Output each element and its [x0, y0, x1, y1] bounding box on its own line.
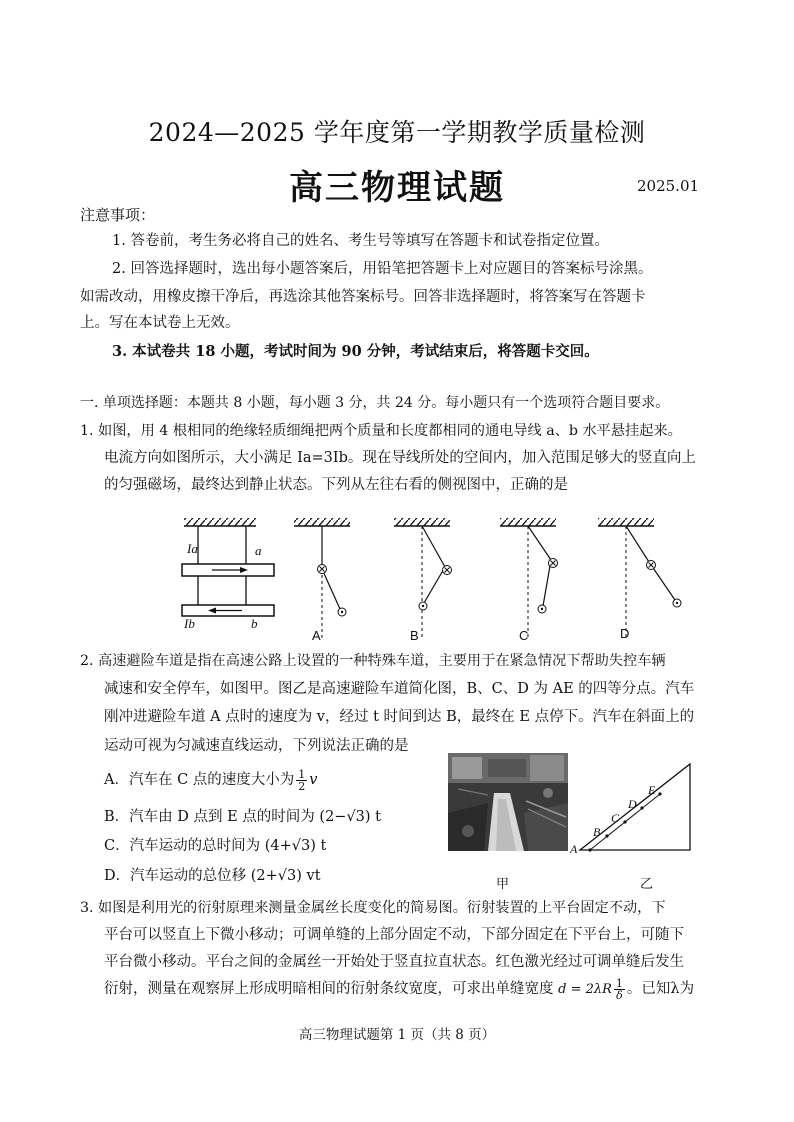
q1-label-ib: Ib: [184, 616, 195, 631]
q3-line-3: 平台微小移动。平台之间的金属丝一开始处于竖直拉直状态。红色激光经过可调单缝后发生: [104, 954, 684, 970]
q2-caption-jia: 甲: [496, 876, 510, 891]
q1-choice-d: D: [620, 626, 630, 641]
q2-line-2: 减速和安全停车，如图甲。图乙是高速避险车道简化图，B、C、D 为 AE 的四等分点。汽车: [104, 681, 695, 697]
q2-point-d: D: [628, 797, 637, 811]
q2-line-1: 2. 高速避险车道是指在高速公路上设置的一种特殊车道，主要用于在紧急情况下帮助失控车辆: [80, 653, 666, 669]
q1-option-b-diagram: [394, 518, 452, 640]
q3-line-1: 3. 如图是利用光的衍射原理来测量金属丝长度变化的简易图。衍射装置的上平台固定不动，下: [80, 900, 666, 916]
q1-line-2: 电流方向如图所示，大小满足 Ia=3Ib。现在导线所处的空间内，加入范围足够大的竖直向上: [104, 450, 696, 466]
q1-choice-c: C: [519, 628, 529, 643]
q2-option-b: B．汽车由 D 点到 E 点的时间为 (2−√3) t: [104, 809, 381, 825]
q1-option-a-diagram: [294, 518, 350, 640]
q2-option-a-fraction: $\frac{1}{2}$: [298, 767, 306, 793]
q1-label-b: b: [251, 616, 258, 631]
note-item-1: 1. 答卷前，考生务必将自己的姓名、考生号等填写在答题卡和试卷指定位置。: [112, 233, 609, 249]
q2-point-b: B: [593, 825, 601, 839]
q2-point-a: A: [570, 842, 578, 856]
note-item-2-end: 上。写在本试卷上无效。: [80, 315, 240, 331]
q2-photo: [448, 753, 568, 851]
q1-choice-b: B: [410, 628, 419, 643]
exam-title: 2024—2025 学年度第一学期教学质量检测: [148, 118, 646, 147]
q1-label-a: a: [255, 543, 262, 558]
q3-line-4: 衍射，测量在观察屏上形成明暗相间的衍射条纹宽度，可求出单缝宽度 d = 2λR $\frac{1}{\delta}$ 。已知λ为: [104, 976, 695, 1002]
q2-option-a: A．汽车在 C 点的速度大小为 $\frac{1}{2}$ v: [104, 767, 318, 793]
note-item-2: 2. 回答选择题时，选出每小题答案后，用铅笔把答题卡上对应题目的答案标号涂黑。: [112, 261, 653, 277]
q3-formula-fraction: $\frac{1}{\delta}$: [615, 976, 623, 1002]
note-item-3: 3. 本试卷共 18 小题，考试时间为 90 分钟，考试结束后，将答题卡交回。: [112, 343, 599, 360]
q3-line-2: 平台可以竖直上下微小移动；可调单缝的上部分固定不动，下部分固定在下平台上，可随下: [104, 927, 684, 943]
q1-label-ia: Ia: [187, 541, 198, 556]
q1-choice-a: A: [312, 628, 321, 643]
note-item-2-cont: 如需改动，用橡皮擦干净后，再选涂其他答案标号。回答非选择题时，将答案写在答题卡: [80, 289, 646, 305]
q2-line-3: 刚冲进避险车道 A 点时的速度为 v，经过 t 时间到达 B，最终在 E 点停下。汽车在斜面上的: [104, 709, 695, 725]
section-heading: 一. 单项选择题：本题共 8 小题，每小题 3 分，共 24 分。每小题只有一个选项符合题目要求。: [80, 395, 670, 411]
q2-caption-yi: 乙: [640, 876, 654, 891]
q2-point-e: E: [648, 783, 656, 797]
q1-line-1: 1. 如图，用 4 根相同的绝缘轻质细绳把两个质量和长度都相同的通电导线 a、b 水平悬挂起来。: [80, 423, 682, 439]
q1-line-3: 的匀强磁场，最终达到静止状态。下列从左往右看的侧视图中，正确的是: [104, 477, 568, 493]
q2-line-4: 运动可视为匀减速直线运动，下列说法正确的是: [104, 738, 409, 754]
q1-main-diagram: [182, 518, 274, 616]
q1-option-c-diagram: [500, 518, 558, 640]
q2-option-d: D．汽车运动的总位移 (2+√3) vt: [104, 868, 321, 884]
exam-subtitle: 高三物理试题: [289, 168, 505, 208]
q1-option-d-diagram: [598, 518, 681, 640]
q2-point-c: C: [611, 811, 620, 825]
q2-option-c: C．汽车运动的总时间为 (4+√3) t: [104, 838, 327, 854]
page-footer: 高三物理试题第 1 页（共 8 页）: [298, 1027, 496, 1043]
notes-heading: 注意事项：: [80, 206, 156, 224]
exam-date: 2025.01: [637, 177, 700, 195]
